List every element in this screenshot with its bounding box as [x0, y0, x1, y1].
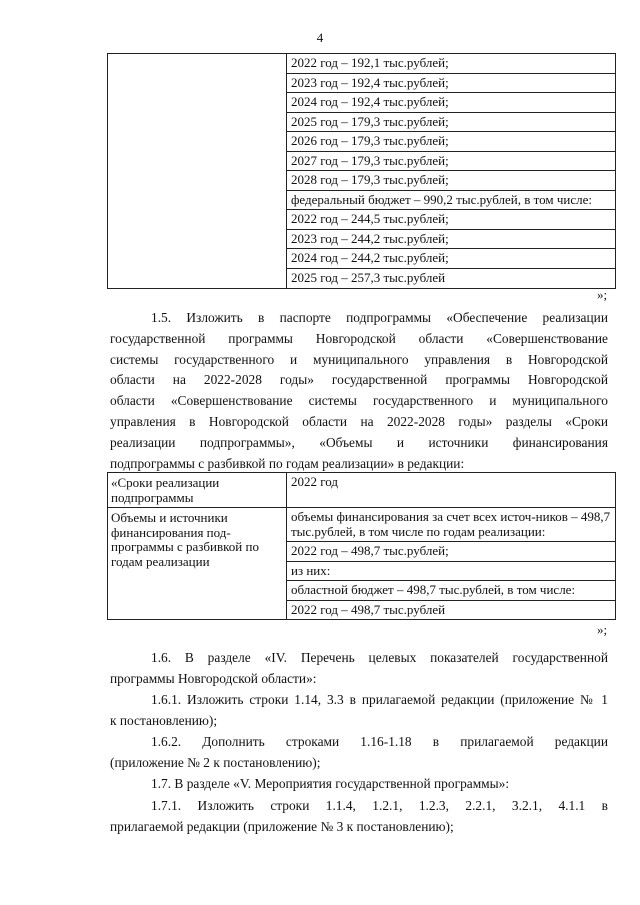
- table2-closing-quote: »;: [597, 622, 608, 637]
- table2-funding-label: Объемы и источники финансирования под-программы с разбивкой по годам реализации: [108, 508, 287, 620]
- table1-row: 2025 год – 257,3 тыс.рублей: [291, 270, 446, 286]
- text-line: области «Совершенствование системы государственного и муниципального: [110, 393, 608, 409]
- text-line: 1.6.2. Дополнить строками 1.16-1.18 в прилагаемой редакции: [151, 734, 608, 749]
- text-line: (приложение № 2 к постановлению);: [110, 754, 321, 770]
- table1-row: 2027 год – 179,3 тыс.рублей;: [287, 152, 615, 172]
- table1-right-cell: [287, 54, 616, 289]
- text-line: к постановлению);: [110, 712, 218, 728]
- subprogram-passport-table: [107, 472, 616, 620]
- text-line: области на 2022-2028 годы» государственной программы Новгородской: [110, 372, 608, 388]
- table2-funding-value: [287, 508, 616, 620]
- paragraph-1-5: [110, 308, 608, 474]
- table1-row: 2025 год – 179,3 тыс.рублей;: [287, 113, 615, 133]
- paragraph-1-7: [110, 774, 608, 795]
- table1-row: 2024 год – 244,2 тыс.рублей;: [287, 249, 615, 269]
- table2-term-label: «Сроки реализации подпрограммы: [108, 473, 287, 508]
- table2-row: 2022 год – 498,7 тыс.рублей: [291, 601, 446, 617]
- table1-closing-quote: »;: [597, 287, 608, 302]
- table1-row: 2023 год – 244,2 тыс.рублей;: [287, 230, 615, 250]
- table2-row: объемы финансирования за счет всех источ-ников – 498,7 тыс.рублей, в том числе по годам реализации:: [287, 508, 615, 542]
- text-line: реализации подпрограммы», «Объемы и источники финансирования: [110, 434, 608, 450]
- table1-row: 2026 год – 179,3 тыс.рублей;: [287, 132, 615, 152]
- table1-row: 2028 год – 179,3 тыс.рублей;: [287, 171, 615, 191]
- table1-row: федеральный бюджет – 990,2 тыс.рублей, в том числе:: [287, 191, 615, 211]
- paragraph-1-6-2: [110, 732, 608, 774]
- paragraph-1-6-1: [110, 690, 608, 732]
- table2-row: 2022 год – 498,7 тыс.рублей;: [287, 542, 615, 562]
- funding-table-continued: [107, 53, 616, 289]
- text-line: прилагаемой редакции (приложение № 3 к постановлению);: [110, 818, 454, 834]
- text-line: 1.7. В разделе «V. Мероприятия государственной программы»:: [151, 776, 510, 791]
- table2-row: областной бюджет – 498,7 тыс.рублей, в том числе:: [287, 581, 615, 601]
- table1-left-cell: [108, 54, 287, 289]
- table2-term-value: 2022 год: [287, 473, 616, 508]
- text-line: государственной программы Новгородской области «Совершенствование: [110, 330, 608, 346]
- paragraph-1-7-1: [110, 796, 608, 838]
- text-line: 1.5. Изложить в паспорте подпрограммы «Обеспечение реализации: [151, 310, 608, 325]
- text-line: 1.6.1. Изложить строки 1.14, 3.3 в прилагаемой редакции (приложение № 1: [151, 692, 608, 707]
- text-line: системы государственного и муниципального управления в Новгородской: [110, 351, 608, 367]
- text-line: 1.7.1. Изложить строки 1.1.4, 1.2.1, 1.2.3, 2.2.1, 3.2.1, 4.1.1 в: [151, 798, 608, 813]
- table2-row: из них:: [287, 562, 615, 582]
- table1-row: 2023 год – 192,4 тыс.рублей;: [287, 74, 615, 94]
- table1-row: 2024 год – 192,4 тыс.рублей;: [287, 93, 615, 113]
- page-number: 4: [316, 30, 324, 45]
- text-line: 1.6. В разделе «IV. Перечень целевых показателей государственной: [151, 650, 608, 665]
- paragraph-1-6: [110, 648, 608, 690]
- table1-row: 2022 год – 192,1 тыс.рублей;: [287, 54, 615, 74]
- table1-row: 2022 год – 244,5 тыс.рублей;: [287, 210, 615, 230]
- text-line: управления в Новгородской области на 2022-2028 годы» разделы «Сроки: [110, 413, 608, 429]
- text-line: программы Новгородской области»:: [110, 670, 317, 686]
- text-line: подпрограммы с разбивкой по годам реализации» в редакции:: [110, 455, 465, 471]
